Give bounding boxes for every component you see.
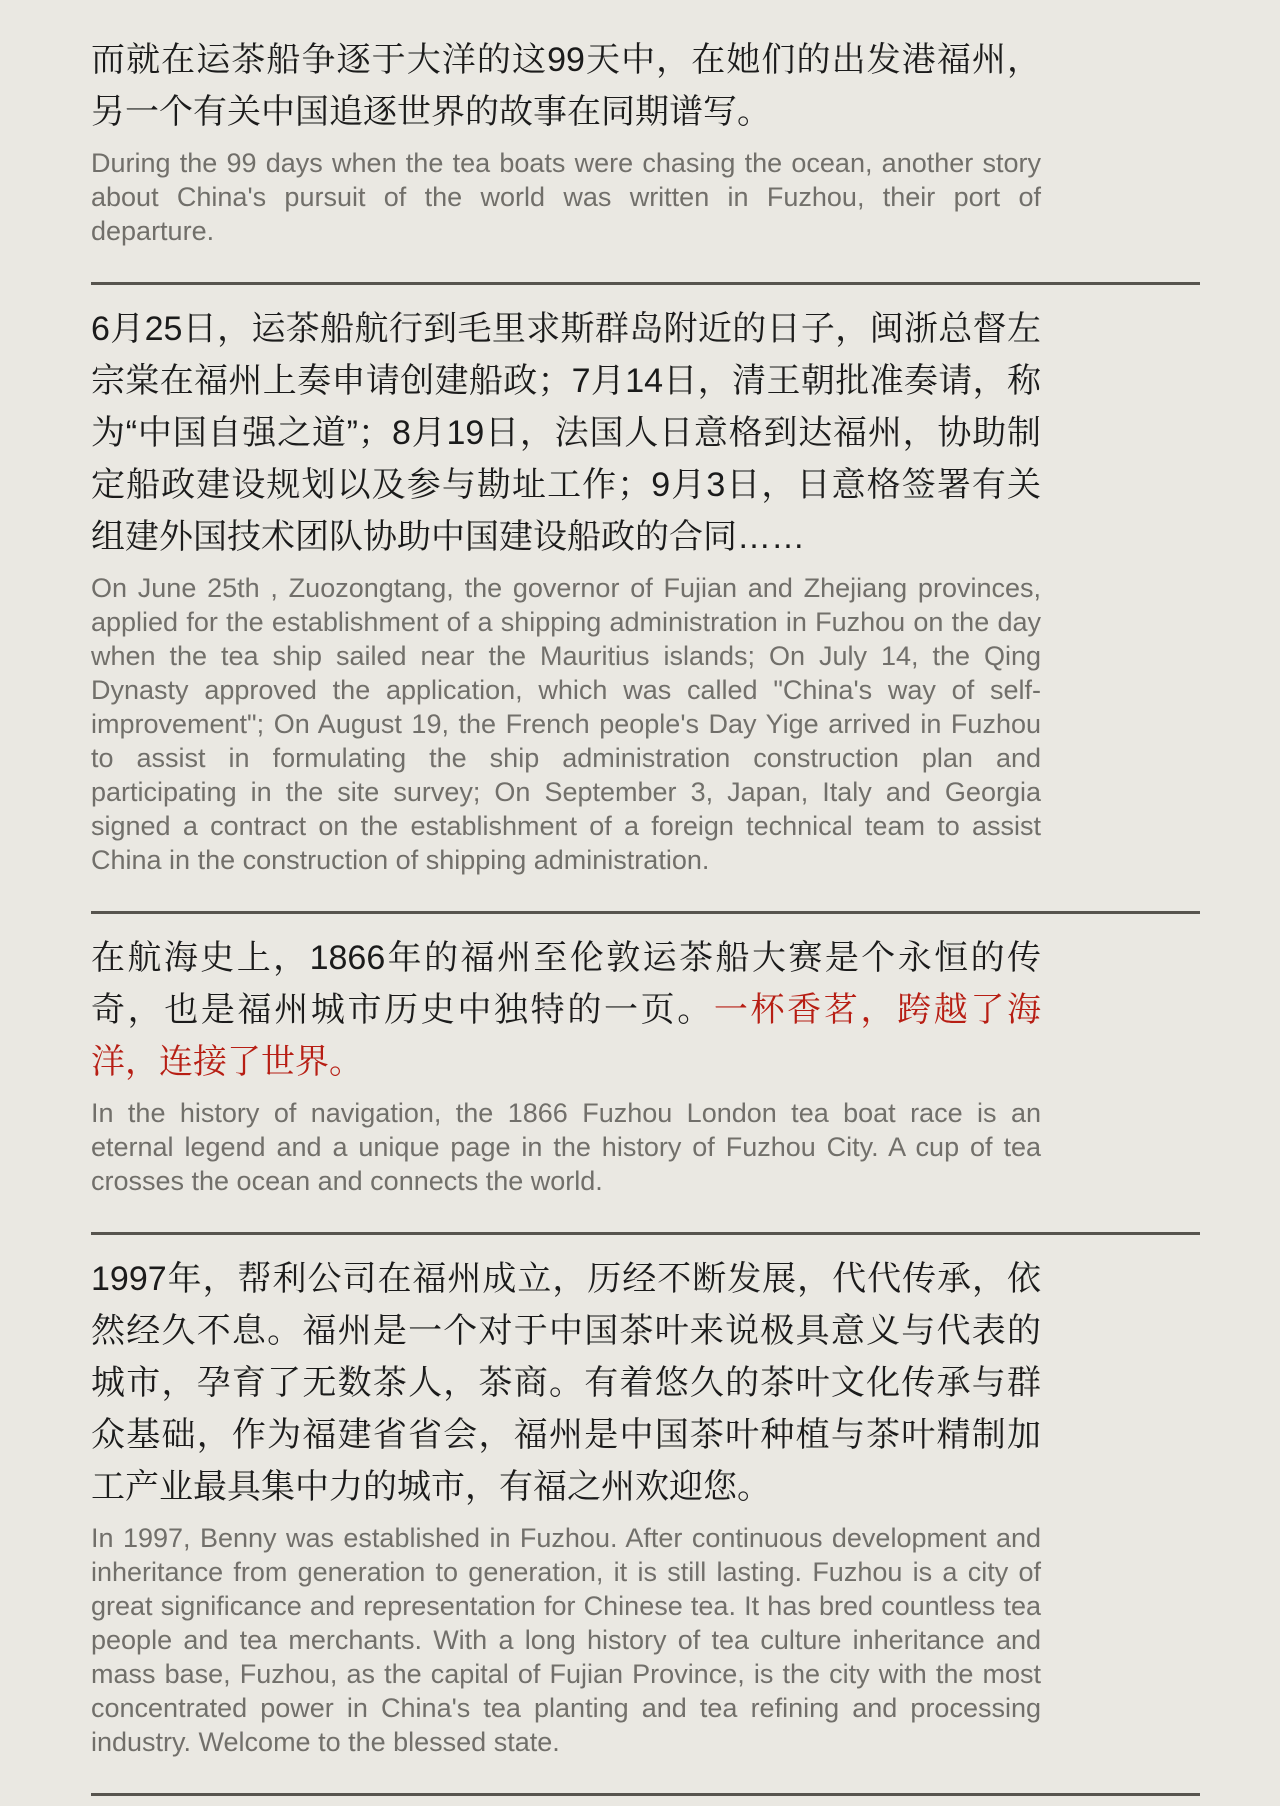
article-section-1 [91, 34, 1200, 248]
chinese-paragraph [91, 932, 1041, 1088]
english-paragraph: In the history of navigation, the 1866 Fuzhou London tea boat race is an eternal legend and a unique page in the history of Fuzhou City. A cup of tea crosses the ocean and connects the world. [91, 1098, 1041, 1196]
chinese-text: 在航海史上，1866年的福州至伦敦运茶船大赛是个永恒的传奇，也是福州城市历史中独特的一页。 [91, 939, 1041, 1029]
english-paragraph: In 1997, Benny was established in Fuzhou. After continuous development and inheritance from generation to generation, it is still lasting. Fuzhou is a city of great significance and representation for Chinese tea. It has bred countless tea people and tea merchants. With a long history of tea culture inheritance and mass base, Fuzhou, as the capital of Fujian Province, is the city with the most concentrated power in China's tea planting and tea refining and processing industry. Welcome to the blessed state. [91, 1523, 1041, 1757]
red-highlight-text: 一杯香茗，跨越了海洋，连接了世界。 [91, 991, 1042, 1081]
article [91, 0, 1200, 1796]
article-section-3 [91, 932, 1200, 1198]
chinese-paragraph: 1997年，帮利公司在福州成立，历经不断发展，代代传承，依然经久不息。福州是一个对于中国茶叶来说极具意义与代表的城市，孕育了无数茶人，茶商。有着悠久的茶叶文化传承与群众基础，作为福建省省会，福州是中国茶叶种植与茶叶精制加工产业最具集中力的城市，有福之州欢迎您。 [91, 1260, 1041, 1506]
chinese-paragraph: 6月25日，运茶船航行到毛里求斯群岛附近的日子，闽浙总督左宗棠在福州上奏申请创建船政；7月14日，清王朝批准奏请，称为“中国自强之道”；8月19日，法国人日意格到达福州，协助制定船政建设规划以及参与勘址工作；9月3日，日意格签署有关组建外国技术团队协助中国建设船政的合同…… [91, 310, 1041, 556]
section-divider [91, 1793, 1200, 1796]
article-section-2 [91, 303, 1200, 877]
section-divider [91, 282, 1200, 285]
section-divider [91, 911, 1200, 914]
english-paragraph: During the 99 days when the tea boats were chasing the ocean, another story about China's pursuit of the world was written in Fuzhou, their port of departure. [91, 148, 1041, 246]
english-paragraph: On June 25th , Zuozongtang, the governor of Fujian and Zhejiang provinces, applied for the establishment of a shipping administration in Fuzhou on the day when the tea ship sailed near the Mauritius islands; On July 14, the Qing Dynasty approved the application, which was called "China's way of self-improvement"; On August 19, the French people's Day Yige arrived in Fuzhou to assist in formulating the ship administration construction plan and participating in the site survey; On September 3, Japan, Italy and Georgia signed a contract on the establishment of a foreign technical team to assist China in the construction of shipping administration. [91, 573, 1041, 875]
section-divider [91, 1232, 1200, 1235]
chinese-paragraph: 而就在运茶船争逐于大洋的这99天中，在她们的出发港福州，另一个有关中国追逐世界的故事在同期谱写。 [91, 41, 1041, 131]
article-section-4 [91, 1253, 1200, 1759]
